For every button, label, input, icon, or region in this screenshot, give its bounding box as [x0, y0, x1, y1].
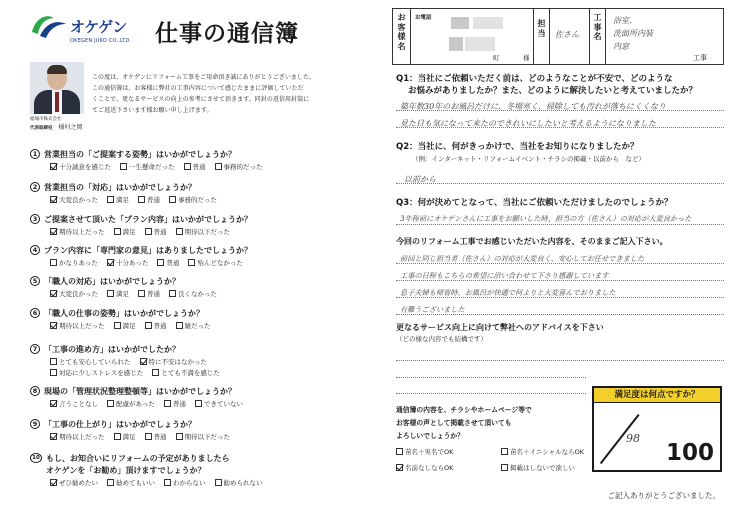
q4-answer-1: 前回と同じ担当者（佐さん）の対応が大変良く、安心してお任せできました: [400, 254, 645, 263]
q1-title-2: お悩みがありましたか？また、どのように解決したいと考えていましたか？: [408, 86, 698, 96]
checkbox-icon[interactable]: [107, 196, 114, 203]
answer-option[interactable]: [50, 226, 105, 236]
q5-sub: （どの様な内容でも結構です）: [396, 335, 487, 343]
company-logo: [30, 12, 150, 52]
project-label: 工事名: [593, 13, 602, 41]
answer-option[interactable]: [50, 320, 105, 330]
checkbox-checked-icon[interactable]: [50, 433, 57, 440]
option-label: 事務的だった: [223, 162, 263, 171]
satisfaction-title: 満足度は何点ですか？: [594, 388, 720, 403]
option-label: 対応に少しストレスを感じた: [59, 368, 144, 377]
option-label: 普通: [192, 162, 206, 171]
option-row: [30, 161, 365, 171]
checkbox-icon[interactable]: [138, 290, 145, 297]
green-blue-swoosh-logo-icon: [30, 12, 68, 40]
question-1: [30, 148, 365, 171]
question-text: 「工事の進め方」はいかがでしたか？: [44, 344, 180, 354]
intro-text: この度は、オケゲンにリフォーム工事をご用命頂き誠にありがとうございました。 この通信簿は、お客様に弊社の工事内容について感じたままに評価していただ くことで、更なるサービスの向上の参考にさせて頂きます。同封の返信用封筒に てご返送下さいます様お願い申し上げます。: [92, 74, 316, 114]
satisfaction-max-score: 100: [665, 440, 714, 466]
option-label: とても安心していられた: [59, 357, 131, 366]
q5-title: 更なるサービス向上に向けて弊社へのアドバイスを下さい: [396, 323, 604, 332]
checkbox-icon[interactable]: [176, 322, 183, 329]
option-label: 雑だった: [184, 321, 211, 330]
project-cell: [590, 9, 606, 64]
answer-option[interactable]: [176, 431, 231, 441]
answer-option[interactable]: [152, 367, 220, 377]
answer-option[interactable]: [107, 288, 129, 298]
town-label: 町: [493, 54, 500, 62]
question-number: 2: [30, 182, 40, 192]
answer-option[interactable]: [107, 194, 129, 204]
publication-options-row-1: [396, 446, 620, 456]
option-label: 普通: [153, 432, 167, 441]
answer-option[interactable]: [164, 398, 186, 408]
question-10: [30, 452, 365, 487]
option-label: 満足: [116, 289, 129, 298]
checkbox-checked-icon[interactable]: [50, 228, 57, 235]
checkbox-icon[interactable]: [501, 464, 508, 471]
checkbox-icon[interactable]: [50, 369, 57, 376]
checkbox-icon[interactable]: [176, 433, 183, 440]
satisfaction-handwritten-score: 98: [626, 432, 640, 445]
question-text: 「職人の仕事の姿勢」はいかがでしょうか？: [44, 308, 204, 318]
q4-title: 今回のリフォーム工事でお感じいただいた内容を、そのままご記入下さい。: [396, 237, 668, 246]
answer-option[interactable]: [50, 161, 111, 171]
option-row: [30, 226, 365, 236]
answer-option[interactable]: [50, 194, 98, 204]
answer-option[interactable]: [50, 398, 98, 408]
checkbox-icon[interactable]: [120, 163, 127, 170]
answer-option[interactable]: [169, 288, 217, 298]
answer-option[interactable]: [50, 288, 98, 298]
option-label: 大変良かった: [59, 289, 98, 298]
checkbox-icon[interactable]: [114, 433, 121, 440]
option-label: 良くなかった: [178, 289, 217, 298]
question-title: [30, 244, 365, 256]
checkbox-icon[interactable]: [164, 400, 171, 407]
question-text: もし、お知合いにリフォームの予定がありましたら: [46, 453, 230, 463]
question-4: [30, 244, 365, 267]
checkbox-icon[interactable]: [145, 228, 152, 235]
answer-option[interactable]: [176, 226, 231, 236]
q1-title: Q1：当社にご依頼いただく前は、どのようなことが不安で、どのような: [396, 74, 673, 84]
option-row: [30, 477, 365, 487]
option-row: [30, 257, 365, 267]
q2-sub: （例：インターネット・リフォームイベント・チラシの掲載・以前から など）: [412, 155, 645, 163]
question-text: 「工事の仕上がり」はいかがでしょうか？: [44, 419, 196, 429]
question-number: 5: [30, 276, 40, 286]
satisfaction-score-box: [592, 386, 722, 472]
question-number: 4: [30, 245, 40, 255]
answer-option[interactable]: [114, 431, 136, 441]
project-suffix: 工事: [693, 54, 707, 62]
question-text: プラン内容に「専門家の意見」はありましたでしょうか？: [44, 245, 252, 255]
checkbox-checked-icon[interactable]: [50, 479, 57, 486]
answer-option[interactable]: [176, 320, 211, 330]
question-text: 現場の「管理状況整理整頓等」はいかがでしょうか？: [44, 386, 236, 396]
checkbox-checked-icon[interactable]: [50, 322, 57, 329]
checkbox-icon[interactable]: [114, 322, 121, 329]
question-title: [30, 418, 365, 430]
q1-answer-2: 見た目も気になって来たのできれいにしたいと考えるようになりました: [400, 119, 656, 128]
answer-option[interactable]: [107, 257, 148, 267]
question-title: [30, 307, 365, 319]
portrait-caption: 稲城市株式会社: [30, 117, 62, 122]
checkbox-icon[interactable]: [195, 400, 202, 407]
checkbox-icon[interactable]: [152, 369, 159, 376]
q4-answer-4: 有難うございました: [400, 305, 465, 314]
answer-option[interactable]: [50, 477, 98, 487]
checkbox-icon[interactable]: [138, 196, 145, 203]
q2-answer: 以前から: [404, 175, 436, 184]
question-title: [30, 452, 365, 464]
checkbox-icon[interactable]: [169, 196, 176, 203]
option-row: [30, 320, 365, 330]
portrait-role: 代表取締役 桶村之岡: [30, 124, 83, 131]
q3-title: Q3：何が決めてとなって、当社にご依頼いただけましたのでしょうか？: [396, 198, 673, 208]
checkbox-icon[interactable]: [215, 163, 222, 170]
checkbox-icon[interactable]: [145, 322, 152, 329]
answer-option[interactable]: [50, 257, 98, 267]
checkbox-checked-icon[interactable]: [50, 290, 57, 297]
thanks-message: ご記入ありがとうございました。: [607, 491, 720, 500]
answer-option[interactable]: [215, 477, 263, 487]
tel-label: お電話: [415, 15, 432, 21]
option-label: 十分あった: [115, 258, 149, 267]
checkbox-icon[interactable]: [169, 290, 176, 297]
checkbox-icon[interactable]: [145, 433, 152, 440]
option-label: 勧めてもいい: [116, 478, 155, 487]
question-7: [30, 343, 365, 377]
answer-option[interactable]: [215, 161, 263, 171]
checkbox-checked-icon[interactable]: [50, 163, 57, 170]
pub-option-initials[interactable]: 苗名＋イニシャルならOK: [501, 446, 611, 456]
checkbox-icon[interactable]: [164, 479, 171, 486]
option-row: [30, 194, 365, 204]
checkbox-icon[interactable]: [188, 259, 195, 266]
checkbox-checked-icon[interactable]: [50, 400, 57, 407]
option-row: [30, 288, 365, 298]
question-number: 1: [30, 149, 40, 159]
q3-answer: 3年程前にオケゲンさんに工事をお願いした時、担当の方（佐さん）の対応が大変良かった: [400, 214, 692, 223]
question-title: [30, 343, 365, 355]
answer-option[interactable]: [169, 194, 217, 204]
question-8: [30, 385, 365, 408]
tanto-cell: [534, 9, 550, 64]
checkbox-checked-icon[interactable]: [107, 259, 114, 266]
answer-option[interactable]: [145, 226, 167, 236]
option-row: [30, 398, 365, 408]
option-label: 大変良かった: [59, 195, 98, 204]
question-9: [30, 418, 365, 441]
option-label: 配慮があった: [116, 399, 155, 408]
q4-answer-3: 息子夫婦も帰省時、お風呂が快適で何よりと大変喜んでおりました: [400, 288, 616, 297]
answer-option[interactable]: [138, 194, 160, 204]
question-number: 10: [30, 453, 42, 463]
checkbox-icon[interactable]: [107, 290, 114, 297]
checkbox-checked-icon[interactable]: [50, 196, 57, 203]
option-label: 期待以上だった: [59, 321, 105, 330]
option-label: 満足: [122, 321, 136, 330]
option-label: とても不満を感じた: [161, 368, 220, 377]
checkbox-icon[interactable]: [396, 448, 403, 455]
tanto-label: 担当: [537, 19, 546, 38]
right-column: [386, 0, 730, 516]
logo-name: オケゲン: [70, 18, 127, 36]
question-text: 営業担当の「ご提案する姿勢」はいかがでしょうか？: [44, 149, 236, 159]
q1-answer-1: 築年数30年のお風呂だけに、冬場寒く、掃除しても汚れが落ちにくくなり: [400, 102, 667, 111]
question-title: [30, 148, 365, 160]
question-title-2: オケゲンを「お勧め」頂けますでしょうか？: [46, 465, 206, 475]
customer-label: お客様名: [397, 13, 406, 51]
q4-answer-2: 工事の日程もこちらの希望に沿い合わせて下さり感謝しています: [400, 271, 609, 280]
option-label: 十分誠意を感じた: [59, 162, 111, 171]
checkbox-icon[interactable]: [107, 479, 114, 486]
answer-option[interactable]: [107, 398, 155, 408]
publication-question-1: 通信簿の内容を、チラシやホームページ等で: [396, 406, 532, 414]
question-title: [30, 181, 365, 193]
checkbox-icon[interactable]: [157, 259, 164, 266]
checkbox-checked-icon[interactable]: [396, 464, 403, 471]
question-text: 「職人の対応」はいかがでしょうか？: [44, 276, 180, 286]
option-label: 期待以下だった: [184, 227, 230, 236]
option-label: 普通: [153, 227, 167, 236]
question-title: [30, 213, 365, 225]
answer-option[interactable]: [107, 477, 155, 487]
page-title: 仕事の通信簿: [155, 21, 299, 47]
publication-question-2: お客様の声として掲載させて頂いても: [396, 419, 512, 427]
option-label: 事務的だった: [178, 195, 217, 204]
question-text: ご提案させて頂いた「プラン内容」はいかがでしょうか？: [44, 214, 252, 224]
option-label: 満足: [116, 195, 129, 204]
question-number: 7: [30, 344, 40, 354]
question-5: [30, 275, 365, 298]
publication-options-row-2: [396, 462, 620, 472]
option-label: ぜひ勧めたい: [59, 478, 98, 487]
answer-option[interactable]: [120, 161, 175, 171]
checkbox-icon[interactable]: [176, 228, 183, 235]
option-label: 期待以上だった: [59, 432, 105, 441]
answer-option[interactable]: [157, 257, 179, 267]
option-label: 一生懸命だった: [129, 162, 175, 171]
answer-option[interactable]: [114, 320, 136, 330]
answer-option[interactable]: [195, 398, 243, 408]
option-label: できていない: [203, 399, 243, 408]
president-portrait: [30, 62, 84, 114]
answer-option[interactable]: [50, 356, 131, 366]
answer-option[interactable]: [145, 431, 167, 441]
option-label: 特に不安はなかった: [148, 357, 207, 366]
answer-option[interactable]: [114, 226, 136, 236]
option-row: [30, 356, 365, 366]
customer-name-cell: [393, 9, 411, 64]
question-title: [30, 385, 365, 397]
option-label: 普通: [172, 399, 186, 408]
option-label: 期待以上だった: [59, 227, 105, 236]
answer-option[interactable]: [50, 431, 105, 441]
answer-option[interactable]: [138, 288, 160, 298]
option-label: 普通: [147, 289, 160, 298]
customer-header: [392, 8, 724, 65]
option-label: かなりあった: [59, 258, 98, 267]
option-label: 満足: [122, 227, 136, 236]
option-label: 言うことなし: [59, 399, 98, 408]
question-3: [30, 213, 365, 236]
answer-option[interactable]: [140, 356, 208, 366]
checkbox-icon[interactable]: [50, 259, 57, 266]
option-label: 期待以下だった: [184, 432, 230, 441]
portrait-name: 桶村之岡: [58, 124, 83, 131]
answer-option[interactable]: [145, 320, 167, 330]
checkbox-checked-icon[interactable]: [140, 358, 147, 365]
option-label: 普通: [147, 195, 160, 204]
option-row: [30, 367, 365, 377]
question-2: [30, 181, 365, 204]
answer-option[interactable]: [164, 477, 206, 487]
publication-question-3: よろしいでしょうか？: [396, 432, 464, 440]
question-number: 3: [30, 214, 40, 224]
logo-subtitle: OKEGEN JUKO CO.,LTD.: [70, 38, 132, 44]
checkbox-icon[interactable]: [50, 358, 57, 365]
option-label: 殆んどなかった: [197, 258, 243, 267]
answer-option[interactable]: [188, 257, 243, 267]
question-number: 8: [30, 386, 40, 396]
pub-option-no-publish[interactable]: 掲載はしないで欲しい: [501, 462, 611, 472]
q2-title: Q2：当社に、何がきっかけで、当社をお知りになりましたか？: [396, 142, 639, 152]
project-value: 浴室、 洗面所内装 内窓: [613, 16, 653, 51]
checkbox-icon[interactable]: [215, 479, 222, 486]
option-label: わからない: [173, 478, 206, 487]
question-number: 6: [30, 308, 40, 318]
answer-option[interactable]: [50, 367, 143, 377]
redacted-address: [449, 37, 463, 51]
sama-label: 様: [523, 54, 530, 62]
option-label: 勧められない: [223, 478, 263, 487]
checkbox-icon[interactable]: [184, 163, 191, 170]
answer-option[interactable]: [184, 161, 206, 171]
pub-option-real-name[interactable]: 苗名＋実名でOK: [396, 446, 492, 456]
tanto-value: 佐さん: [555, 30, 579, 39]
option-label: 普通: [153, 321, 167, 330]
redacted-tel: [451, 17, 469, 29]
checkbox-icon[interactable]: [501, 448, 508, 455]
option-row: [30, 431, 365, 441]
question-text: 営業担当の「対応」はいかがでしょうか？: [44, 182, 196, 192]
question-number: 9: [30, 419, 40, 429]
option-label: 満足: [122, 432, 136, 441]
option-label: 普通: [166, 258, 180, 267]
checkbox-icon[interactable]: [107, 400, 114, 407]
pub-option-no-name[interactable]: 名前なしならOK: [396, 462, 492, 472]
question-6: [30, 307, 365, 330]
question-title: [30, 275, 365, 287]
checkbox-icon[interactable]: [114, 228, 121, 235]
